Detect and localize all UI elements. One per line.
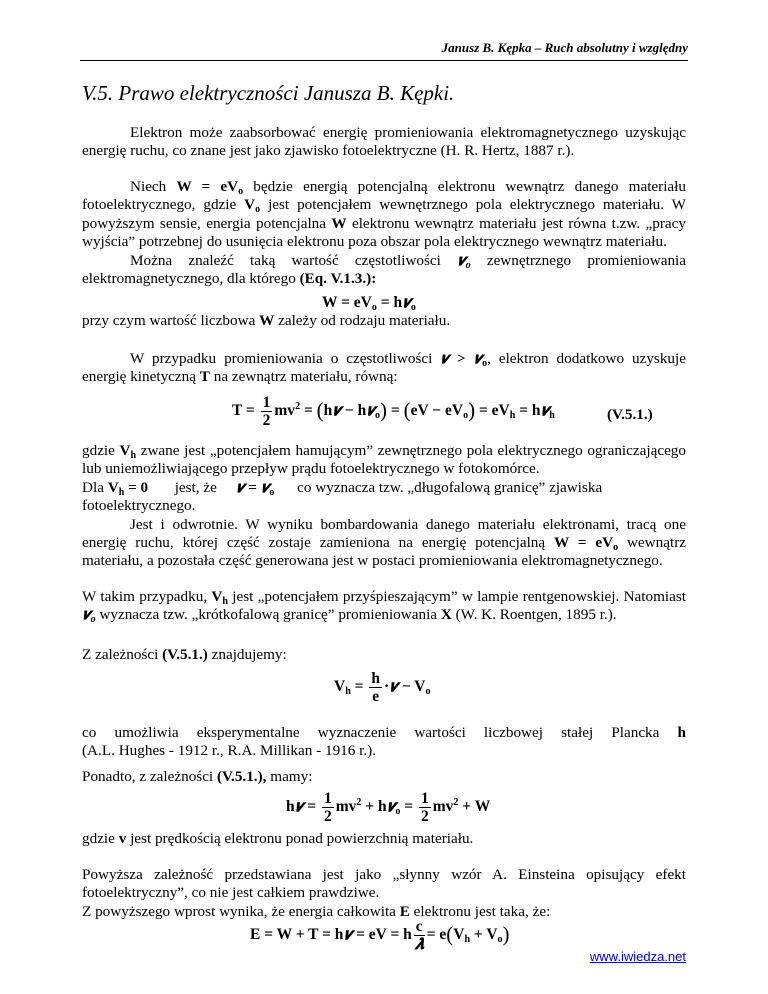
equation-v-5-1: T = $\frac{1}{2}$ $mv^2$ = (h𝝂 − h𝝂$_o$) = $(eV - eV_o) = eV_h$ = h𝝂$_h$ [232, 394, 555, 429]
page-header: Janusz B. Kępka – Ruch absolutny i względny [441, 40, 688, 55]
equation-total-energy: E = W + T = h𝝂 = eV = h $\frac{c}{\text{𝝀}}$ = $e(V_h + V_o)$ [250, 918, 510, 953]
paragraph-kinetic: W przypadku promieniowania o częstotliwości 𝝂 > 𝝂$_o$, elektron dodatkowo uzyskuje energię kinetyczną T na zewnątrz materiału, równą: [82, 350, 686, 386]
equation-work-function: $W = eV_o$ = h𝝂$_o$ [322, 294, 416, 313]
paragraph-work-function: Niech $W = eV_o$ będzie energią potencjalną elektronu wewnątrz danego materiału fotoelektrycznego, gdzie $V_o$ jest potencjałem wewnętrznego pola elektrycznego materiału. W powyższym sensie, energia potencjalna W elektronu wewnątrz materiału jest równa t.zw. „pracy wyjścia” potrzebnej do usunięcia elektronu poza obszar pola elektrycznego wewnątrz materiału. Można znaleźć taką wartość częstotliwości 𝝂$_o$ zewnętrznego promieniowania elektromagnetycznego, dla którego (Eq. V.1.3.): [82, 178, 687, 288]
paragraph-planck: co umożliwia eksperymentalne wyznaczenie wartości liczbowej stałej Plancka h (A.L. Hughes - 1912 r., R.A. Millikan - 1916 r.). [82, 724, 686, 760]
paragraph-moreover: Ponadto, z zależności (V.5.1.), mamy: [82, 768, 313, 785]
paragraph-intro: Elektron może zaabsorbować energię promieniowania elektromagnetycznego uzyskując energię ruchu, co znane jest jako zjawisko fotoelektryczne (H. R. Hertz, 1887 r.). [82, 124, 686, 160]
paragraph-from-relation: Z zależności (V.5.1.) znajdujemy: [82, 646, 287, 663]
section-title: V.5. Prawo elektryczności Janusza B. Kępki. [82, 81, 455, 105]
equation-number: (V.5.1.) [607, 406, 653, 423]
equation-vh: $V_h$ = $\frac{h}{e}$ ·𝝂 − $V_o$ [334, 670, 431, 705]
paragraph-stopping-potential: gdzie $V_h$ zwane jest „potencjałem hamującym” zewnętrznego pola elektrycznego ograniczającego lub uniemożliwiającego przepływ prądu fotoelektrycznego w fotokomórce. Dla $V_h = 0$ jest, że 𝝂 = 𝝂$_o$ co wyznacza tzw. „długofalową granicę” zjawiska fotoelektrycznego. Jest i odwrotnie. W wyniku bombardowania danego materiału elektronami, tracą one energię ruchu, której część zostaje zamieniona na energię potencjalną $W = eV_o$ wewnątrz materiału, a pozostała część generowana jest w postaci promieniowania elektromagnetycznego. [82, 442, 686, 570]
paragraph-material: przy czym wartość liczbowa W zależy od rodzaju materiału. [82, 312, 451, 329]
equation-einstein: h𝝂 = $\frac{1}{2}$ $mv^2$ + h𝝂$_o$ = $\frac{1}{2}$ $mv^2 + W$ [286, 790, 491, 825]
paragraph-einstein-note: Powyższa zależność przedstawiana jest jako „słynny wzór A. Einsteina opisujący efekt fotoelektryczny”, co nie jest całkiem prawdziwe. Z powyższego wprost wynika, że energia całkowita E elektronu jest taka, że: [82, 866, 686, 920]
paragraph-velocity: gdzie v jest prędkością elektronu ponad powierzchnią materiału. [82, 830, 474, 847]
footer-link[interactable]: www.iwiedza.net [589, 949, 686, 964]
header-rule [80, 60, 688, 61]
paragraph-xray: W takim przypadku, $V_h$ jest „potencjałem przyśpieszającym” w lampie rentgenowskiej. Natomiast 𝝂$_o$ wyznacza tzw. „krótkofalową granicę” promieniowania X (W. K. Roentgen, 1895 r.). [82, 588, 687, 626]
